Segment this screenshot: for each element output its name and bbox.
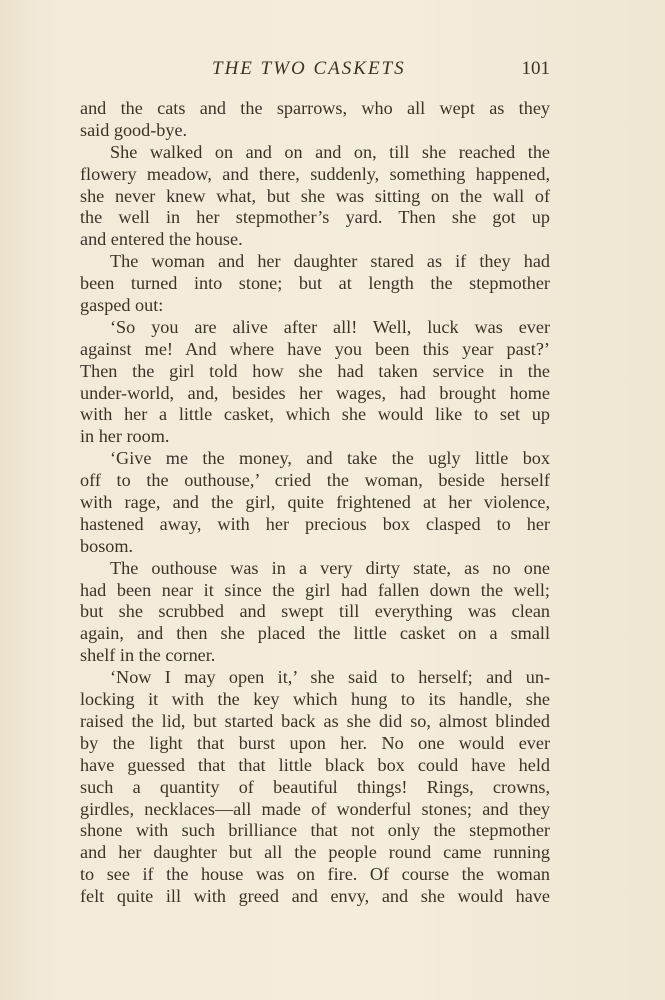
text-line: been turned into stone; but at length the stepmother [80, 273, 550, 294]
text-line: bosom. [80, 535, 134, 556]
text-line: had been near it since the girl had fallen down the well; [80, 579, 550, 600]
text-line: She walked on and on and on, till she reached the [110, 141, 550, 162]
text-line: have guessed that that little black box could have held [80, 754, 550, 775]
text-line: shone with such brilliance that not only the stepmother [80, 820, 550, 841]
text-line: she never knew what, but she was sitting on the wall of [80, 185, 550, 206]
body-text [80, 98, 550, 908]
text-line: girdles, necklaces—all made of wonderful stones; and they [80, 798, 550, 819]
text-line: under-world, and, besides her wages, had brought home [80, 382, 550, 403]
text-line: The woman and her daughter stared as if they had [110, 251, 550, 272]
text-line: ‘So you are alive after all! Well, luck was ever [110, 316, 550, 337]
page-header [80, 58, 550, 86]
text-line: again, and then she placed the little casket on a small [80, 623, 550, 644]
text-line: against me! And where have you been this year past?’ [80, 338, 550, 359]
text-line: ‘Give me the money, and take the ugly little box [110, 448, 550, 469]
text-line: hastened away, with her precious box clasped to her [80, 513, 550, 534]
text-line: with rage, and the girl, quite frightened at her violence, [80, 492, 550, 513]
running-title: THE TWO CASKETS [212, 58, 406, 79]
text-line: Then the girl told how she had taken service in the [80, 360, 550, 381]
text-line: The outhouse was in a very dirty state, as no one [110, 557, 550, 578]
text-line: locking it with the key which hung to its handle, she [80, 689, 550, 710]
text-line: said good-bye. [80, 119, 188, 140]
text-line: and entered the house. [80, 229, 243, 250]
text-line: felt quite ill with greed and envy, and she would have [80, 886, 550, 907]
text-line: but she scrubbed and swept till everything was clean [80, 601, 550, 622]
page-number: 101 [521, 58, 550, 79]
text-line: ‘Now I may open it,’ she said to herself; and un- [110, 667, 550, 688]
text-line: such a quantity of beautiful things! Rings, crowns, [80, 776, 550, 797]
text-line: off to the outhouse,’ cried the woman, beside herself [80, 470, 550, 491]
text-line: and her daughter but all the people round came running [80, 842, 550, 863]
text-line: the well in her stepmother’s yard. Then she got up [80, 207, 550, 228]
text-line: shelf in the corner. [80, 645, 216, 666]
text-line: with her a little casket, which she would like to set up [80, 404, 550, 425]
text-line: gasped out: [80, 295, 164, 316]
text-line: flowery meadow, and there, suddenly, something happened, [80, 163, 550, 184]
text-line: and the cats and the sparrows, who all wept as they [80, 98, 550, 118]
text-line: to see if the house was on fire. Of course the woman [80, 864, 550, 885]
text-line: in her room. [80, 426, 170, 447]
text-line: raised the lid, but started back as she did so, almost blinded [80, 710, 550, 731]
text-line: by the light that burst upon her. No one would ever [80, 732, 550, 753]
